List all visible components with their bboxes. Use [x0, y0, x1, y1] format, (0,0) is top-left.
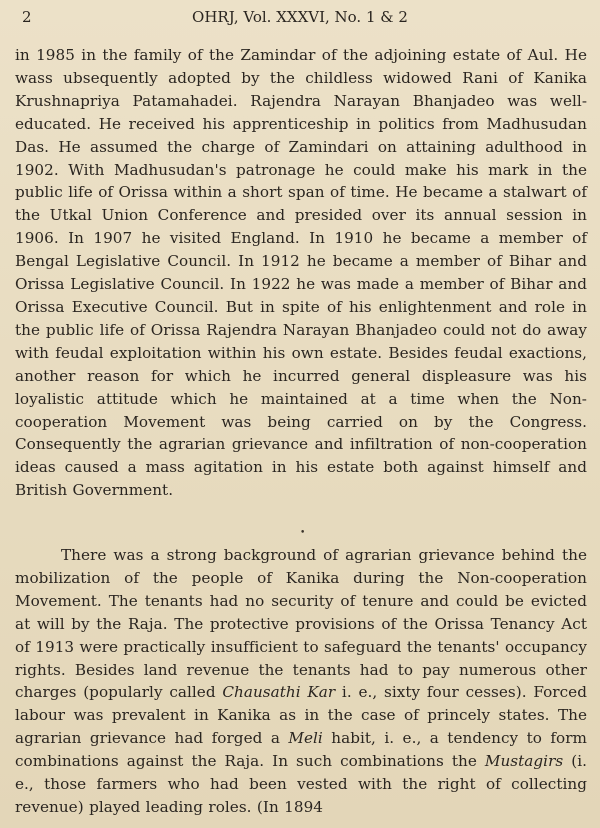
term-mustagirs: Mustagirs — [484, 752, 564, 771]
paragraph-2-text-1: There was a strong background of agrarian grievance behind the mobilization of the people of Kanika during the Non-cooperation Movement. The tenants had no security of tenure and could be evicted at will by the Raja. The protective provisions of the Orissa Tenancy Act of 1913 were practically insufficient to safeguard the tenants' occupancy rights. Besides land revenue the tenants had to pay numerous other charges (popularly called — [15, 546, 587, 702]
paragraph-2-text-2: i. e., sixty four cesses). Forced labour was prevalent in Kanika as in the case of princely states. The agrarian grievance had forged a — [15, 683, 587, 748]
term-chausathi-kar: Chausathi Kar — [222, 683, 336, 702]
running-header — [22, 8, 578, 30]
journal-reference: OHRJ, Vol. XXXVI, No. 1 & 2 — [192, 8, 408, 26]
paragraph-2-text-4: (i. e., those farmers who had been vested with the right of collecting revenue) played leading roles. (In 1894 — [15, 752, 587, 816]
paragraph-2-text-3: habit, i. e., a tendency to form combinations against the Raja. In such combinations the — [15, 729, 587, 771]
page-number: 2 — [22, 8, 32, 26]
paragraph-1: in 1985 in the family of the Zamindar of the adjoining estate of Aul. He wass ubsequently adopted by the childless widowed Rani of Kanika Krushnapriya Patamahadei. Rajendra Narayan Bhanjadeo was well-educated. He received his apprenticeship in politics from Madhusudan Das. He assumed the charge of Zamindari on attaining adulthood in 1902. With Madhusudan's patronage he could make his mark in the public life of Orissa within a short span of time. He became a stalwart of the Utkal Union Conference and presided over its annual session in 1906. In 1907 he visited England. In 1910 he became a member of Bengal Legislative Council. In 1912 he became a member of Bihar and Orissa Legislative Council. In 1922 he was made a member of Bihar and Orissa Executive Council. But in spite of his enlightenment and role in the public life of Orissa Rajendra Narayan Bhanjadeo could not do away with feudal exploitation within his own estate. Besides feudal exactions, another reason for which he incurred general displeasure was his loyalistic attitude which he maintained at a time when the Non-cooperation Movement was being carried on by the Congress. Consequently the agrarian grievance and infiltration of non-cooperation ideas caused a mass agitation in his estate both against himself and British Government. — [15, 46, 587, 500]
paragraph-2 — [15, 544, 587, 819]
term-meli: Meli — [288, 729, 323, 748]
section-separator: • — [300, 528, 306, 538]
